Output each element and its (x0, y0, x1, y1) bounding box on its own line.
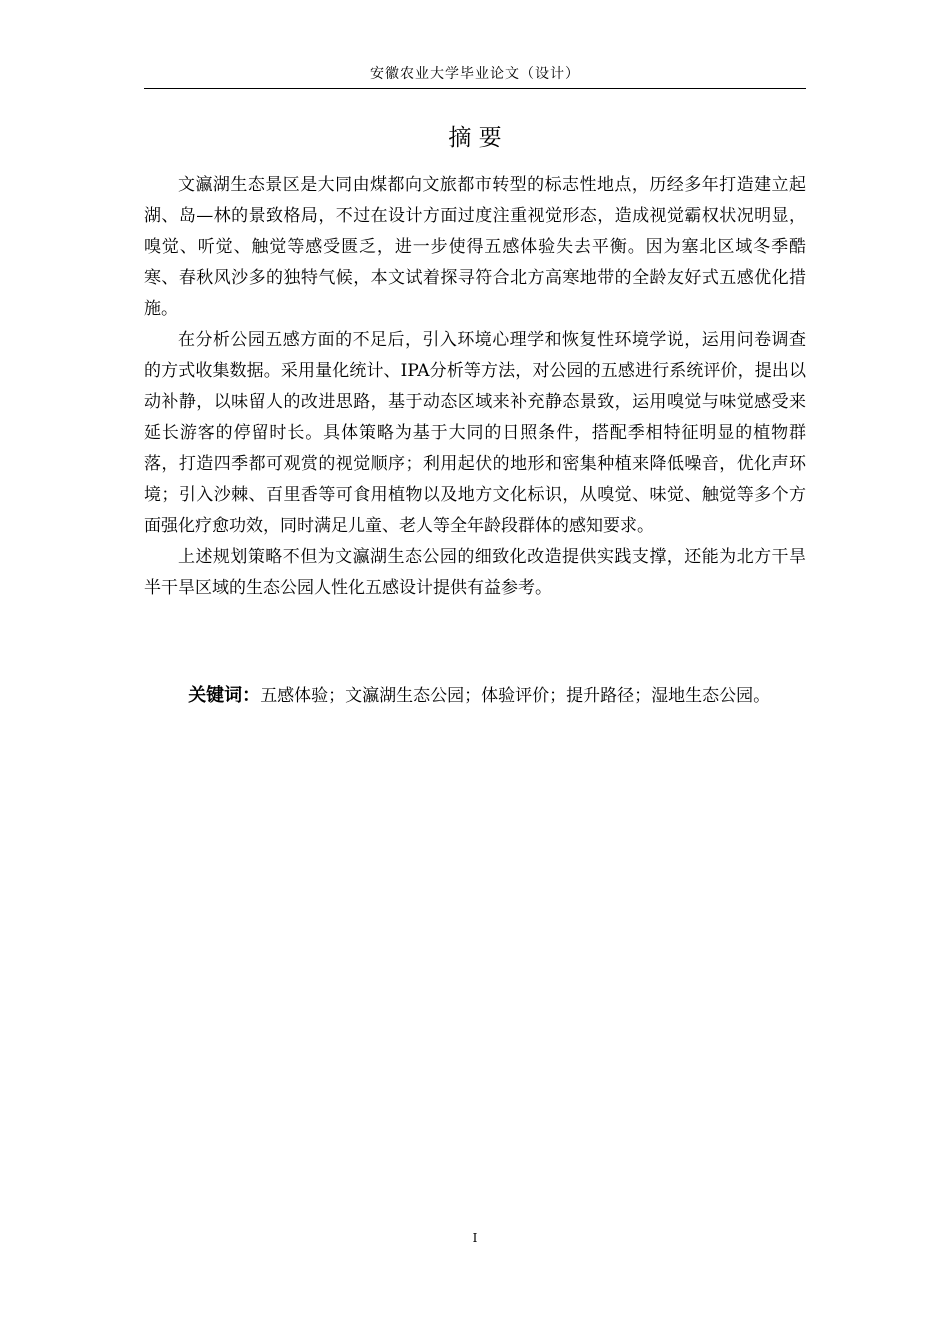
running-header: 安徽农业大学毕业论文（设计） (370, 66, 580, 82)
header-rule (144, 88, 806, 89)
abstract-paragraph-3: 上述规划策略不但为文瀛湖生态公园的细致化改造提供实践支撑，还能为北方干旱半干旱区域的生态公园人性化五感设计提供有益参考。 (144, 547, 806, 598)
keywords-line (144, 680, 806, 712)
keywords-label: 关键词： (188, 685, 261, 706)
page-number: I (472, 1231, 478, 1245)
keywords-text: 五感体验；文瀛湖生态公园；体验评价；提升路径；湿地生态公园。 (260, 686, 771, 706)
abstract-body (144, 170, 806, 604)
abstract-paragraph-2: 在分析公园五感方面的不足后，引入环境心理学和恢复性环境学说，运用问卷调查的方式收集数据。采用量化统计、IPA分析等方法，对公园的五感进行系统评价，提出以动补静，以味留人的改进思路，基于动态区域来补充静态景致，运用嗅觉与味觉感受来延长游客的停留时长。具体策略为基于大同的日照条件，搭配季相特征明显的植物群落，打造四季都可观赏的视觉顺序；利用起伏的地形和密集种植来降低噪音，优化声环境；引入沙棘、百里香等可食用植物以及地方文化标识，从嗅觉、味觉、触觉等多个方面强化疗愈功效，同时满足儿童、老人等全年龄段群体的感知要求。 (144, 330, 806, 536)
abstract-title: 摘 要 (448, 125, 502, 151)
abstract-paragraph-1: 文瀛湖生态景区是大同由煤都向文旅都市转型的标志性地点，历经多年打造建立起湖、岛—林的景致格局，不过在设计方面过度注重视觉形态，造成视觉霸权状况明显，嗅觉、听觉、触觉等感受匮乏，进一步使得五感体验失去平衡。因为塞北区域冬季酷寒、春秋风沙多的独特气候，本文试着探寻符合北方高寒地带的全龄友好式五感优化措施。 (144, 175, 806, 319)
